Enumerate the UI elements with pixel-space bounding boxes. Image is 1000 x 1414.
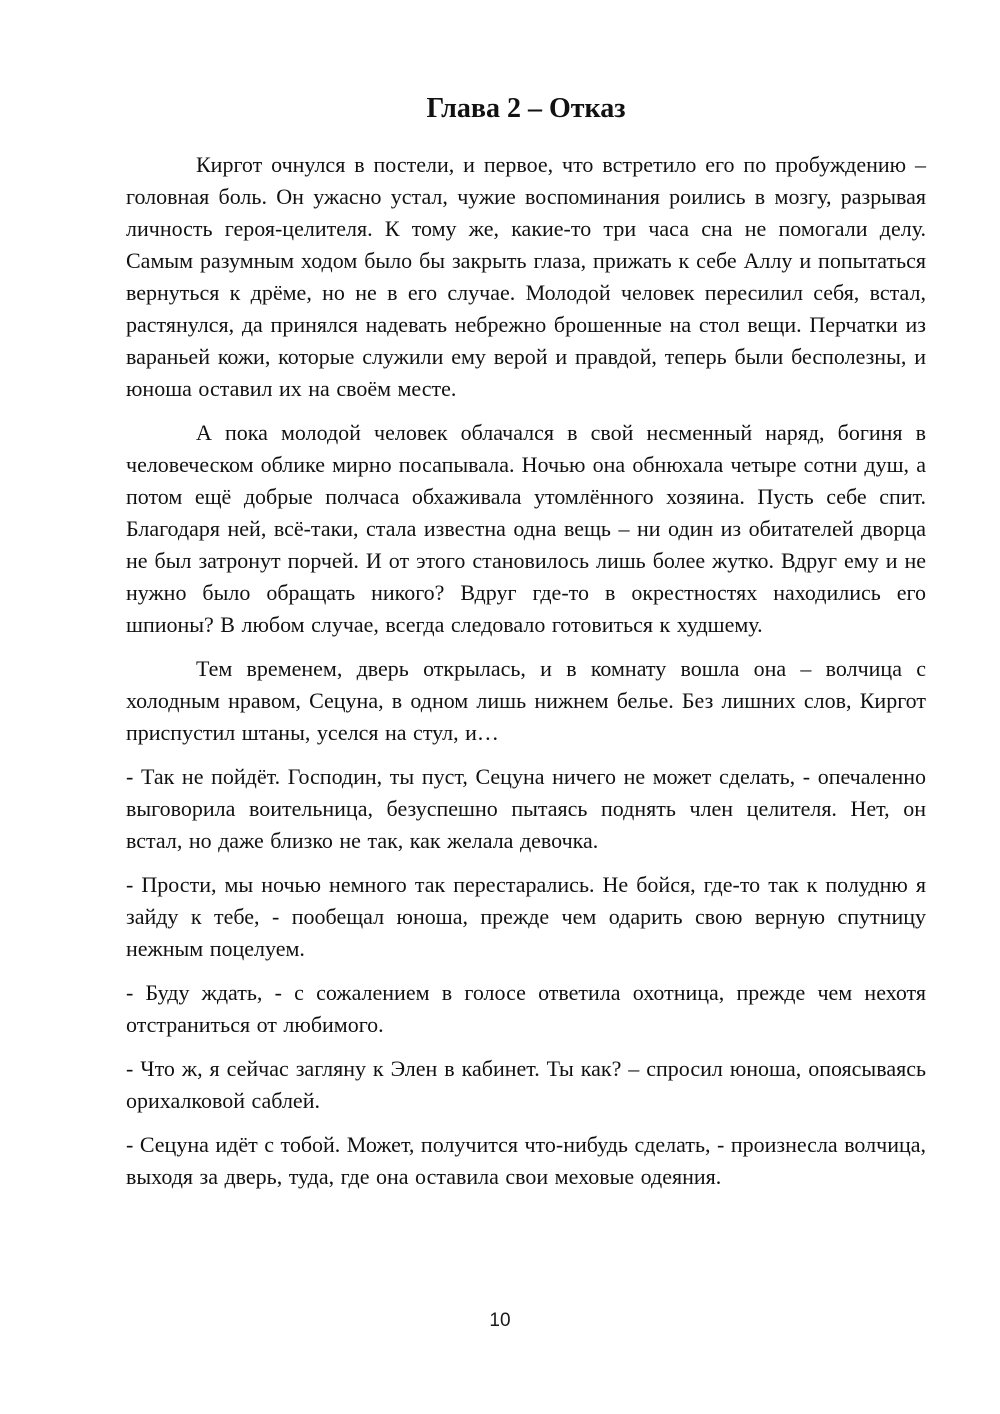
body-text [126, 149, 926, 1193]
paragraph-dialogue: - Буду ждать, - с сожалением в голосе ответила охотница, прежде чем нехотя отстраниться от любимого. [126, 980, 926, 1037]
page-number: 10 [489, 1310, 511, 1331]
paragraph-dialogue: - Сецуна идёт с тобой. Может, получится что-нибудь сделать, - произнесла волчица, выходя за дверь, туда, где она оставила свои меховые одеяния. [126, 1132, 926, 1189]
paragraph-dialogue: - Прости, мы ночью немного так перестарались. Не бойся, где-то так к полудню я зайду к тебе, - пообещал юноша, прежде чем одарить свою верную спутницу нежным поцелуем. [126, 872, 926, 961]
paragraph: Киргот очнулся в постели, и первое, что встретило его по пробуждению – головная боль. Он ужасно устал, чужие воспоминания роились в мозгу, разрывая личность героя-целителя. К тому же, какие-то три часа сна не помогали делу. Самым разумным ходом было бы закрыть глаза, прижать к себе Аллу и попытаться вернуться к дрёме, но не в его случае. Молодой человек пересилил себя, встал, растянулся, да принялся надевать небрежно брошенные на стол вещи. Перчатки из вараньей кожи, которые служили ему верой и правдой, теперь были бесполезны, и юноша оставил их на своём месте. [126, 152, 926, 401]
paragraph-dialogue: - Так не пойдёт. Господин, ты пуст, Сецуна ничего не может сделать, - опечаленно выговорила воительница, безуспешно пытаясь поднять член целителя. Нет, он встал, но даже близко не так, как желала девочка. [126, 764, 926, 853]
paragraph-dialogue: - Что ж, я сейчас загляну к Элен в кабинет. Ты как? – спросил юноша, опоясываясь орихалковой саблей. [126, 1056, 926, 1113]
page-footer [0, 1310, 1000, 1332]
chapter-title: Глава 2 – Отказ [426, 93, 626, 124]
paragraph: Тем временем, дверь открылась, и в комнату вошла она – волчица с холодным нравом, Сецуна, в одном лишь нижнем белье. Без лишних слов, Киргот приспустил штаны, уселся на стул, и… [126, 656, 926, 745]
page-content [126, 92, 926, 1205]
paragraph: А пока молодой человек облачался в свой несменный наряд, богиня в человеческом облике мирно посапывала. Ночью она обнюхала четыре сотни душ, а потом ещё добрые полчаса обхаживала утомлённого хозяина. Пусть себе спит. Благодаря ней, всё-таки, стала известна одна вещь – ни один из обитателей дворца не был затронут порчей. И от этого становилось лишь более жутко. Вдруг ему и не нужно было обращать никого? Вдруг где-то в окрестностях находились его шпионы? В любом случае, всегда следовало готовиться к худшему. [126, 420, 926, 637]
